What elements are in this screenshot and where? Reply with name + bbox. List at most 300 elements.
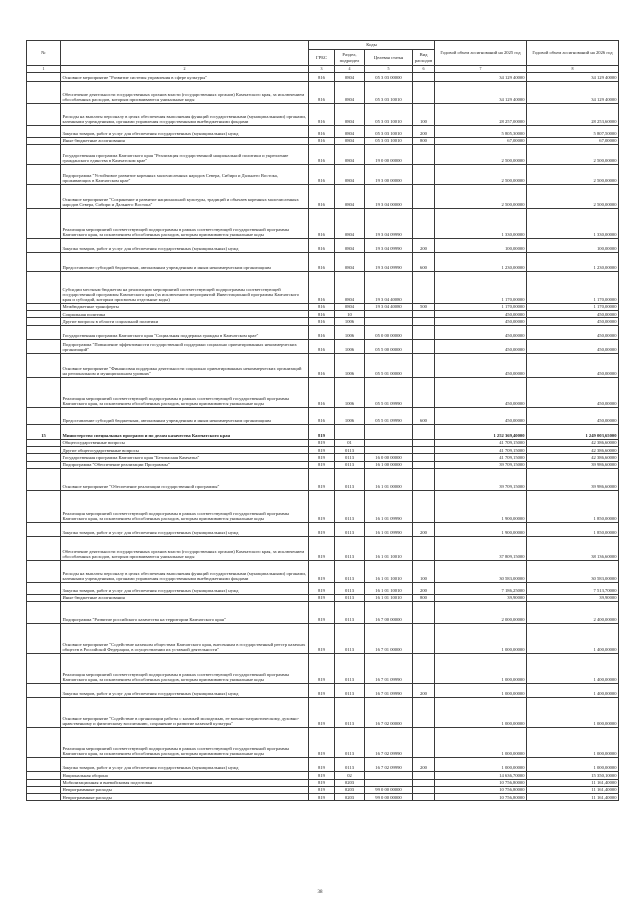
table-row — [27, 144, 619, 164]
table-row — [27, 490, 619, 522]
row-razdel: 0804 — [335, 144, 365, 164]
row-amount-2026: 1 000,00000 — [527, 758, 619, 772]
row-target-article: 19 3 04 09990 — [365, 252, 413, 271]
row-number — [27, 468, 61, 490]
row-expense-type: 100 — [413, 560, 435, 582]
row-razdel: 0113 — [335, 684, 365, 698]
table-row — [27, 779, 619, 786]
row-grbs: 819 — [309, 698, 335, 728]
table-row — [27, 103, 619, 125]
row-amount-2025: 14 636,70000 — [435, 772, 527, 779]
row-expense-type: 200 — [413, 125, 435, 137]
row-amount-2026: 34 129 40000 — [527, 81, 619, 103]
row-amount-2026: 2 400,00000 — [527, 602, 619, 624]
row-number: 15 — [27, 424, 61, 439]
row-target-article: 99 0 00 00000 — [365, 794, 413, 801]
table-row — [27, 602, 619, 624]
row-razdel: 0203 — [335, 794, 365, 801]
row-razdel: 0113 — [335, 490, 365, 522]
row-expense-type — [413, 461, 435, 468]
column-index: 5 — [365, 66, 413, 73]
row-amount-2026: 11 161,40000 — [527, 786, 619, 793]
row-expense-type: 200 — [413, 238, 435, 252]
table-row — [27, 339, 619, 353]
row-expense-type: 200 — [413, 522, 435, 536]
row-target-article: 05 3 03 10010 — [365, 81, 413, 103]
row-name: Мобилизационная и вневойсковая подготовка — [61, 779, 309, 786]
row-razdel — [335, 424, 365, 439]
row-razdel: 0113 — [335, 582, 365, 594]
row-razdel: 0113 — [335, 522, 365, 536]
row-number — [27, 208, 61, 238]
row-target-article: 16 7 02 09990 — [365, 758, 413, 772]
row-razdel: 0804 — [335, 103, 365, 125]
row-number — [27, 786, 61, 793]
row-amount-2025: 39 709,15000 — [435, 461, 527, 468]
table-row — [27, 184, 619, 208]
row-number — [27, 490, 61, 522]
row-target-article: 19 3 04 09990 — [365, 238, 413, 252]
table-row — [27, 454, 619, 461]
row-amount-2025: 41 709,15000 — [435, 454, 527, 461]
row-amount-2026: 11 161,40000 — [527, 794, 619, 801]
row-expense-type — [413, 772, 435, 779]
row-number — [27, 164, 61, 184]
row-name: Реализация мероприятий соответствующей подпрограммы в рамках соответствующей государственной программы Камчатского края, за исключением обособленных расходов, которым присваиваются уникальные коды — [61, 377, 309, 407]
row-name: Предоставление субсидий бюджетным, автономным учреждениям и иным некоммерческим организациям — [61, 252, 309, 271]
row-amount-2026: 1 400,00000 — [527, 624, 619, 654]
row-expense-type — [413, 339, 435, 353]
row-amount-2025: 450,00000 — [435, 353, 527, 377]
row-amount-2026: 11 161,40000 — [527, 779, 619, 786]
row-razdel: 0203 — [335, 786, 365, 793]
row-razdel: 0113 — [335, 602, 365, 624]
row-amount-2025: 450,00000 — [435, 407, 527, 424]
table-row — [27, 461, 619, 468]
row-amount-2025: 2 000,00000 — [435, 602, 527, 624]
row-number — [27, 728, 61, 758]
row-amount-2026: 1 400,00000 — [527, 684, 619, 698]
table-row — [27, 424, 619, 439]
row-target-article: 16 7 01 09990 — [365, 654, 413, 684]
row-target-article: 16 0 00 00000 — [365, 454, 413, 461]
row-razdel: 1006 — [335, 325, 365, 339]
row-amount-2026: 450,00000 — [527, 353, 619, 377]
row-number — [27, 407, 61, 424]
row-razdel: 0113 — [335, 698, 365, 728]
row-razdel: 0804 — [335, 125, 365, 137]
table-row — [27, 208, 619, 238]
row-amount-2026: 5 807,50000 — [527, 125, 619, 137]
row-number — [27, 602, 61, 624]
row-number — [27, 461, 61, 468]
row-name: Основное мероприятие "Содействие казачьим обществам Камчатского края, внесенным в государственный реестр казачьих обществ в Российской Федерации, в осуществлении их уставной деятельности" — [61, 624, 309, 654]
table-row — [27, 684, 619, 698]
row-number — [27, 779, 61, 786]
row-razdel: 10 — [335, 311, 365, 318]
row-amount-2025: 1 170,00000 — [435, 303, 527, 310]
row-razdel: 02 — [335, 772, 365, 779]
row-grbs: 816 — [309, 271, 335, 303]
table-row — [27, 794, 619, 801]
row-razdel: 0804 — [335, 252, 365, 271]
row-grbs: 816 — [309, 303, 335, 310]
table-row — [27, 377, 619, 407]
row-name: Иные бюджетные ассигнования — [61, 137, 309, 144]
row-name: Подпрограмма "Обеспечение реализации Программы" — [61, 461, 309, 468]
row-name: Основное мероприятие "Сохранение и развитие национальной культуры, традиций и обычаев коренных малочисленных народов Севера, Сибири и Дальнего Востока" — [61, 184, 309, 208]
row-amount-2025: 10 756,80000 — [435, 794, 527, 801]
row-number — [27, 377, 61, 407]
row-number — [27, 772, 61, 779]
row-amount-2025: 450,00000 — [435, 325, 527, 339]
row-amount-2026: 1 000,00000 — [527, 698, 619, 728]
row-grbs: 819 — [309, 654, 335, 684]
table-row — [27, 137, 619, 144]
row-number — [27, 72, 61, 81]
row-amount-2026: 1 400,00000 — [527, 654, 619, 684]
row-target-article: 19 3 04 00000 — [365, 184, 413, 208]
row-amount-2026: 1 330,00000 — [527, 208, 619, 238]
row-expense-type — [413, 468, 435, 490]
row-grbs: 816 — [309, 81, 335, 103]
row-amount-2026: 1 850,00000 — [527, 522, 619, 536]
row-number — [27, 594, 61, 601]
row-expense-type: 600 — [413, 407, 435, 424]
row-amount-2025: 2 500,00000 — [435, 144, 527, 164]
row-target-article: 16 1 01 10010 — [365, 536, 413, 560]
row-expense-type — [413, 164, 435, 184]
column-index: 4 — [335, 66, 365, 73]
table-row — [27, 728, 619, 758]
row-target-article — [365, 439, 413, 446]
row-number — [27, 311, 61, 318]
row-name: Другие общегосударственные вопросы — [61, 447, 309, 454]
row-expense-type — [413, 325, 435, 339]
row-target-article: 05 5 01 09990 — [365, 377, 413, 407]
row-amount-2025: 1 230,00000 — [435, 252, 527, 271]
row-amount-2025: 5 805,30000 — [435, 125, 527, 137]
row-amount-2025: 39,90000 — [435, 594, 527, 601]
row-expense-type — [413, 779, 435, 786]
row-number — [27, 536, 61, 560]
row-grbs: 816 — [309, 407, 335, 424]
row-amount-2026: 34 129 40000 — [527, 72, 619, 81]
row-expense-type: 800 — [413, 137, 435, 144]
row-expense-type — [413, 728, 435, 758]
row-amount-2025: 1 000,00000 — [435, 728, 527, 758]
row-grbs: 819 — [309, 461, 335, 468]
row-name: Основное мероприятие "Развитие системы управления в сфере культуры" — [61, 72, 309, 81]
row-target-article: 19 3 00 00000 — [365, 164, 413, 184]
table-row — [27, 624, 619, 654]
row-grbs: 816 — [309, 103, 335, 125]
row-target-article: 16 7 01 00000 — [365, 624, 413, 654]
row-amount-2025: 1 330,00000 — [435, 208, 527, 238]
row-amount-2025: 10 756,80000 — [435, 786, 527, 793]
row-target-article — [365, 318, 413, 325]
row-razdel: 1006 — [335, 353, 365, 377]
row-amount-2025: 1 170,00000 — [435, 271, 527, 303]
row-name: Закупка товаров, работ и услуг для обеспечения государственных (муниципальных) нужд — [61, 238, 309, 252]
row-amount-2026: 67,00000 — [527, 137, 619, 144]
budget-table — [26, 40, 619, 801]
document-page — [26, 40, 618, 801]
row-amount-2026: 100,00000 — [527, 238, 619, 252]
col-header-codes: Коды — [309, 41, 435, 50]
row-razdel: 0804 — [335, 184, 365, 208]
row-target-article — [365, 447, 413, 454]
col-header-2026: Годовой объем ассигнований на 2026 год — [527, 41, 619, 66]
row-amount-2025: 37 809,15000 — [435, 536, 527, 560]
row-name: Закупка товаров, работ и услуг для обеспечения государственных (муниципальных) нужд — [61, 582, 309, 594]
row-grbs: 816 — [309, 325, 335, 339]
row-name: Реализация мероприятий соответствующей подпрограммы в рамках соответствующей государственной программы Камчатского края, за исключением обособленных расходов, которым присваиваются уникальные коды — [61, 728, 309, 758]
table-row — [27, 164, 619, 184]
row-amount-2026: 1 170,00000 — [527, 303, 619, 310]
row-number — [27, 81, 61, 103]
row-name: Государственная программа Камчатского края "Безопасная Камчатка" — [61, 454, 309, 461]
row-amount-2025: 41 709,15000 — [435, 439, 527, 446]
row-name: Предоставление субсидий бюджетным, автономным учреждениям и иным некоммерческим организациям — [61, 407, 309, 424]
row-amount-2025: 39 709,15000 — [435, 468, 527, 490]
row-number — [27, 137, 61, 144]
row-expense-type: 800 — [413, 594, 435, 601]
row-target-article: 16 1 01 09990 — [365, 522, 413, 536]
row-target-article: 19 3 04 40080 — [365, 271, 413, 303]
row-grbs: 819 — [309, 468, 335, 490]
row-target-article: 05 5 01 00000 — [365, 353, 413, 377]
row-grbs: 819 — [309, 447, 335, 454]
row-grbs: 816 — [309, 311, 335, 318]
column-index: 3 — [309, 66, 335, 73]
row-target-article: 19 3 04 09990 — [365, 208, 413, 238]
row-number — [27, 184, 61, 208]
row-amount-2026: 2 500,00000 — [527, 184, 619, 208]
table-row — [27, 125, 619, 137]
row-razdel: 0804 — [335, 271, 365, 303]
table-row — [27, 353, 619, 377]
row-name: Государственная программа Камчатского края "Реализация государственной национальной политики и укрепление гражданского единства в Камчатском крае" — [61, 144, 309, 164]
row-number — [27, 238, 61, 252]
row-number — [27, 339, 61, 353]
row-number — [27, 560, 61, 582]
row-number — [27, 303, 61, 310]
row-number — [27, 439, 61, 446]
row-amount-2025: 450,00000 — [435, 318, 527, 325]
row-name: Обеспечение деятельности государственных органов власти (государственных органов) Камчатского края, за исключением обособленных расходов, которым присваиваются уникальные коды — [61, 81, 309, 103]
row-amount-2025: 450,00000 — [435, 311, 527, 318]
row-target-article: 16 7 02 00000 — [365, 698, 413, 728]
table-row — [27, 311, 619, 318]
row-name: Социальная политика — [61, 311, 309, 318]
row-razdel: 0804 — [335, 303, 365, 310]
row-expense-type — [413, 454, 435, 461]
row-name: Иные бюджетные ассигнования — [61, 594, 309, 601]
row-expense-type — [413, 184, 435, 208]
row-target-article: 16 7 00 00000 — [365, 602, 413, 624]
row-number — [27, 582, 61, 594]
budget-rows — [27, 72, 619, 801]
row-name: Закупка товаров, работ и услуг для обеспечения государственных (муниципальных) нужд — [61, 125, 309, 137]
row-target-article: 16 1 01 09990 — [365, 490, 413, 522]
table-row — [27, 560, 619, 582]
row-amount-2026: 450,00000 — [527, 377, 619, 407]
row-grbs: 816 — [309, 353, 335, 377]
row-razdel: 0804 — [335, 208, 365, 238]
header-row-top — [27, 41, 619, 50]
row-name: Межбюджетные трансферты — [61, 303, 309, 310]
row-expense-type: 200 — [413, 758, 435, 772]
row-grbs: 819 — [309, 684, 335, 698]
row-expense-type: 100 — [413, 103, 435, 125]
row-amount-2026: 39,90000 — [527, 594, 619, 601]
column-index: 2 — [61, 66, 309, 73]
column-index: 7 — [435, 66, 527, 73]
row-amount-2025: 450,00000 — [435, 339, 527, 353]
row-amount-2025: 7 186,25000 — [435, 582, 527, 594]
row-expense-type — [413, 698, 435, 728]
row-grbs: 819 — [309, 454, 335, 461]
row-expense-type — [413, 794, 435, 801]
row-target-article: 16 1 01 10010 — [365, 560, 413, 582]
row-name: Реализация мероприятий соответствующей подпрограммы в рамках соответствующей государственной программы Камчатского края, за исключением обособленных расходов, которым присваиваются уникальные коды — [61, 654, 309, 684]
table-row — [27, 439, 619, 446]
row-number — [27, 103, 61, 125]
row-target-article — [365, 424, 413, 439]
table-row — [27, 81, 619, 103]
row-amount-2026: 1 249 003,65000 — [527, 424, 619, 439]
row-razdel: 0113 — [335, 654, 365, 684]
row-target-article: 05 3 03 10010 — [365, 125, 413, 137]
row-number — [27, 454, 61, 461]
row-grbs: 819 — [309, 772, 335, 779]
row-amount-2026: 15 350,10000 — [527, 772, 619, 779]
row-target-article: 16 1 01 00000 — [365, 468, 413, 490]
row-number — [27, 125, 61, 137]
row-name: Расходы на выплаты персоналу в целях обеспечения выполнения функций государственными (муниципальными) органами, казенными учреждениями, органами управления государственными внебюджетными фондами — [61, 103, 309, 125]
row-grbs: 819 — [309, 536, 335, 560]
row-expense-type — [413, 536, 435, 560]
row-grbs: 816 — [309, 137, 335, 144]
row-name: Закупка товаров, работ и услуг для обеспечения государственных (муниципальных) нужд — [61, 758, 309, 772]
row-grbs: 816 — [309, 339, 335, 353]
row-amount-2025: 10 756,80000 — [435, 779, 527, 786]
row-grbs: 816 — [309, 252, 335, 271]
row-amount-2026: 450,00000 — [527, 311, 619, 318]
row-amount-2026: 1 170,00000 — [527, 271, 619, 303]
row-grbs: 819 — [309, 522, 335, 536]
table-row — [27, 698, 619, 728]
column-index: 6 — [413, 66, 435, 73]
row-amount-2025: 1 900,00000 — [435, 490, 527, 522]
row-number — [27, 624, 61, 654]
row-target-article: 05 3 03 10010 — [365, 103, 413, 125]
row-target-article: 16 7 02 09990 — [365, 728, 413, 758]
row-name: Обеспечение деятельности государственных органов власти (государственных органов) Камчатского края, за исключением обособленных расходов, которым присваиваются уникальные коды — [61, 536, 309, 560]
row-target-article: 05 5 01 09990 — [365, 407, 413, 424]
row-target-article: 19 3 04 40080 — [365, 303, 413, 310]
row-amount-2026: 450,00000 — [527, 325, 619, 339]
row-number — [27, 684, 61, 698]
column-index: 1 — [27, 66, 61, 73]
row-amount-2025: 1 000,00000 — [435, 684, 527, 698]
row-razdel: 0113 — [335, 461, 365, 468]
row-target-article: 19 0 00 00000 — [365, 144, 413, 164]
row-razdel: 1006 — [335, 377, 365, 407]
row-target-article — [365, 311, 413, 318]
row-expense-type: 500 — [413, 303, 435, 310]
col-header-vr: Вид расходов — [413, 50, 435, 66]
row-expense-type — [413, 786, 435, 793]
row-number — [27, 252, 61, 271]
table-row — [27, 447, 619, 454]
row-razdel: 1006 — [335, 339, 365, 353]
row-razdel: 0113 — [335, 728, 365, 758]
table-row — [27, 654, 619, 684]
row-name: Расходы на выплаты персоналу в целях обеспечения выполнения функций государственными (муниципальными) органами, казенными учреждениями, органами управления государственными внебюджетными фондами — [61, 560, 309, 582]
row-grbs: 819 — [309, 594, 335, 601]
table-row — [27, 582, 619, 594]
row-number — [27, 522, 61, 536]
row-amount-2026: 7 513,70000 — [527, 582, 619, 594]
table-row — [27, 303, 619, 310]
row-target-article — [365, 779, 413, 786]
row-amount-2026: 30 583,00000 — [527, 560, 619, 582]
row-razdel: 1006 — [335, 318, 365, 325]
table-row — [27, 786, 619, 793]
row-expense-type: 200 — [413, 582, 435, 594]
table-row — [27, 407, 619, 424]
row-expense-type — [413, 72, 435, 81]
row-razdel: 01 — [335, 439, 365, 446]
row-amount-2025: 2 500,00000 — [435, 164, 527, 184]
row-razdel: 0113 — [335, 447, 365, 454]
col-header-name — [61, 41, 309, 66]
col-header-2025: Годовой объем ассигнований на 2025 год — [435, 41, 527, 66]
row-number — [27, 271, 61, 303]
table-row — [27, 758, 619, 772]
row-name: Реализация мероприятий соответствующей подпрограммы в рамках соответствующей государственной программы Камчатского края, за исключением обособленных расходов, которым присваиваются уникальные коды — [61, 490, 309, 522]
row-amount-2025: 41 709,15000 — [435, 447, 527, 454]
row-number — [27, 698, 61, 728]
col-header-grbs: ГРБС — [309, 50, 335, 66]
row-name: Подпрограмма "Развитие российского казачества на территории Камчатского края" — [61, 602, 309, 624]
row-name: Непрограммные расходы — [61, 786, 309, 793]
table-row — [27, 252, 619, 271]
row-number — [27, 794, 61, 801]
row-grbs: 819 — [309, 560, 335, 582]
row-expense-type: 200 — [413, 684, 435, 698]
row-grbs: 819 — [309, 758, 335, 772]
row-number — [27, 654, 61, 684]
row-razdel: 0113 — [335, 560, 365, 582]
row-amount-2026: 2 500,00000 — [527, 164, 619, 184]
table-row — [27, 594, 619, 601]
row-name: Основное мероприятие "Финансовая поддержка деятельности социально ориентированных некоммерческих организаций на региональном и муниципальном уровнях" — [61, 353, 309, 377]
row-razdel: 0804 — [335, 72, 365, 81]
row-amount-2025: 1 252 369,40000 — [435, 424, 527, 439]
row-name: Национальная оборона — [61, 772, 309, 779]
row-grbs: 819 — [309, 490, 335, 522]
row-grbs: 816 — [309, 125, 335, 137]
row-amount-2026: 38 136,60000 — [527, 536, 619, 560]
row-grbs: 819 — [309, 624, 335, 654]
row-amount-2026: 1 850,00000 — [527, 490, 619, 522]
row-expense-type — [413, 311, 435, 318]
row-amount-2026: 1 230,00000 — [527, 252, 619, 271]
row-razdel: 0113 — [335, 454, 365, 461]
